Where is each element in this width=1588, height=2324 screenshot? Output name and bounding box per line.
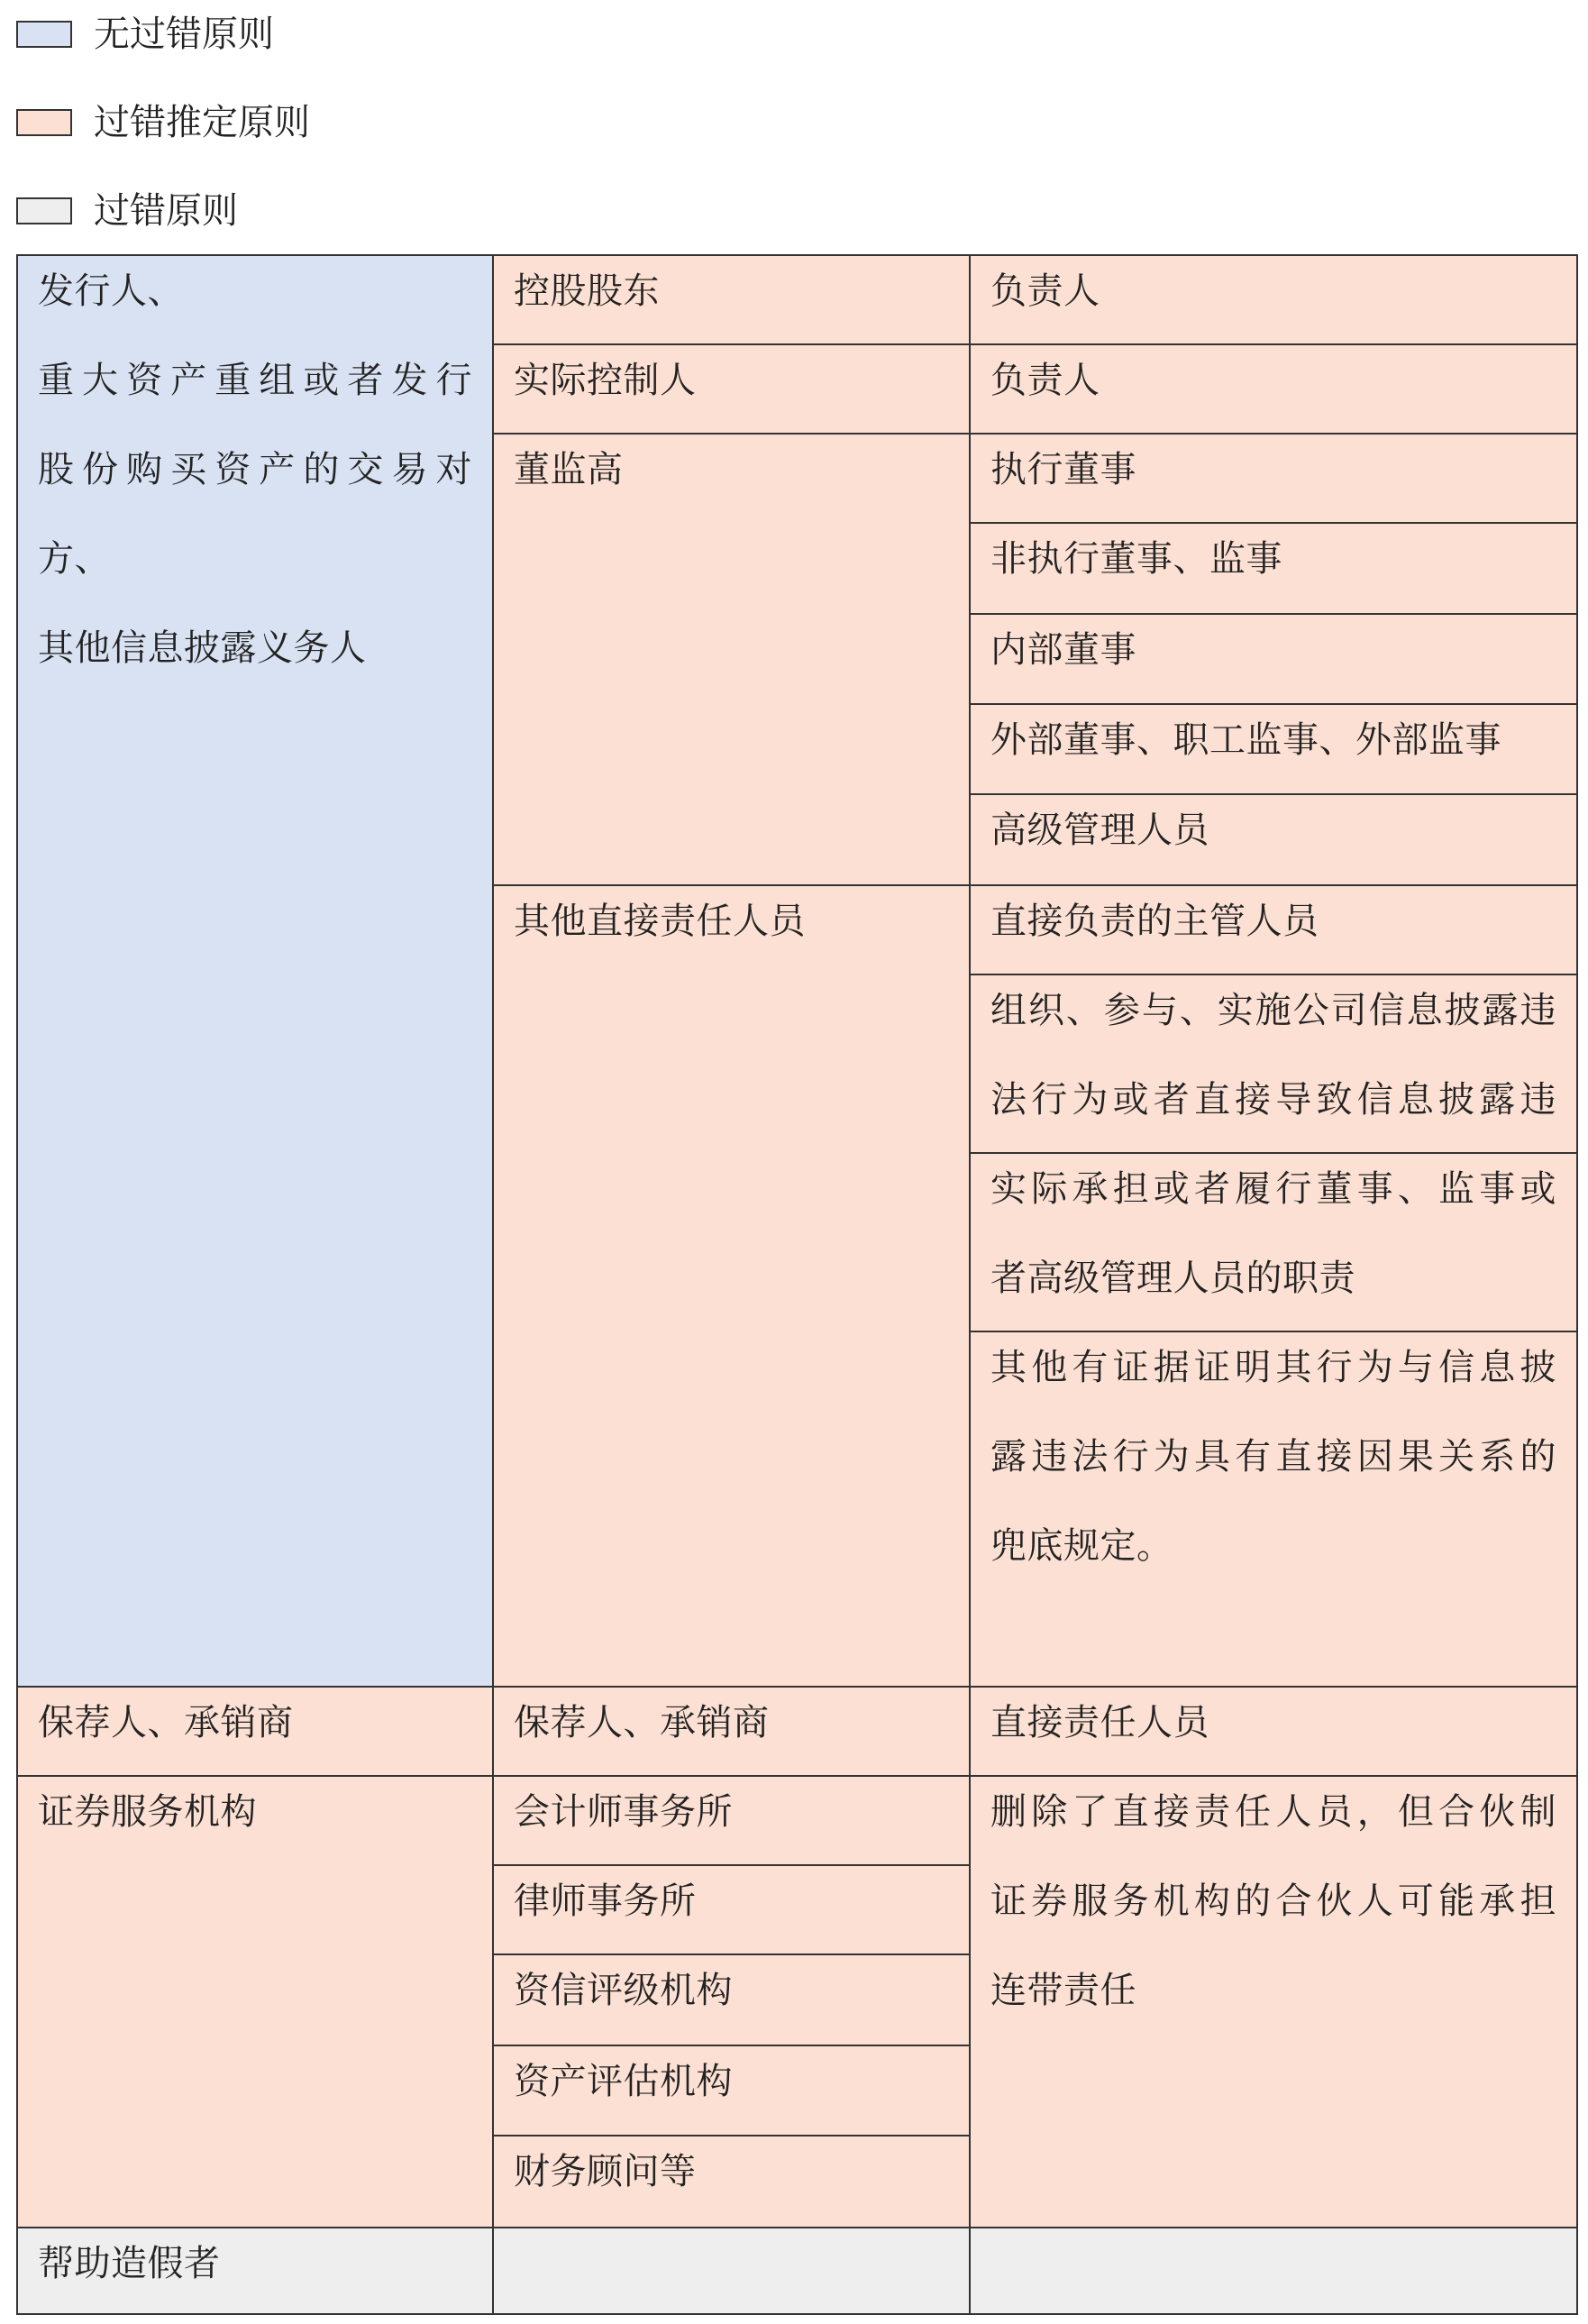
legend-swatch-no-fault — [16, 21, 72, 48]
cell-actual-controller-resp — [969, 343, 1578, 435]
directors-label: 董监高 — [514, 449, 624, 490]
issuer-line: 发行人、 — [38, 270, 184, 312]
cell-helper — [16, 2227, 494, 2315]
cell-director-item — [969, 522, 1578, 615]
cell-director-item — [969, 703, 1578, 795]
cell-helper-sub — [492, 2227, 971, 2315]
legend-item-fault — [16, 184, 238, 238]
service-item-label: 资信评级机构 — [514, 1970, 733, 2011]
service-resp-line: 删除了直接责任人员，但合伙制 — [990, 1791, 1556, 1833]
service-resp-line: 连带责任 — [990, 1970, 1136, 2011]
cell-other-direct-item — [969, 1331, 1578, 1688]
cell-service-item — [492, 1864, 971, 1955]
legend-swatch-fault — [16, 197, 72, 224]
service-item-label: 律师事务所 — [514, 1880, 697, 1922]
cell-sponsor-resp — [969, 1686, 1578, 1777]
other-direct-label: 其他直接责任人员 — [514, 901, 806, 942]
other-direct-item-line: 者高级管理人员的职责 — [990, 1258, 1355, 1299]
other-direct-item-line: 组织、参与、实施公司信息披露违 — [990, 990, 1556, 1031]
service-resp-line: 证券服务机构的合伙人可能承担 — [990, 1880, 1556, 1922]
cell-helper-resp — [969, 2227, 1578, 2315]
cell-service-item — [492, 1953, 971, 2046]
director-item-label: 高级管理人员 — [990, 810, 1209, 851]
responsible-person-label: 负责人 — [990, 360, 1100, 401]
legend-swatch-presumed-fault — [16, 109, 72, 136]
actual-controller-label: 实际控制人 — [514, 360, 697, 401]
cell-controlling-shareholder — [492, 254, 971, 345]
legend-label: 过错推定原则 — [94, 102, 310, 143]
cell-other-direct — [492, 884, 971, 1688]
issuer-line: 方、 — [38, 538, 111, 580]
controlling-shareholder-label: 控股股东 — [514, 270, 660, 312]
cell-other-direct-item — [969, 884, 1578, 975]
cell-director-item — [969, 613, 1578, 705]
director-item-label: 外部董事、职工监事、外部监事 — [990, 719, 1501, 761]
other-direct-item-line: 兜底规定。 — [990, 1525, 1173, 1567]
cell-service-item — [492, 2135, 971, 2228]
issuer-line: 股份购买资产的交易对 — [38, 449, 472, 490]
service-label: 证券服务机构 — [38, 1791, 257, 1833]
helper-label: 帮助造假者 — [38, 2243, 221, 2284]
responsible-person-label: 负责人 — [990, 270, 1100, 312]
director-item-label: 内部董事 — [990, 629, 1136, 671]
service-item-label: 会计师事务所 — [514, 1791, 733, 1833]
issuer-line: 其他信息披露义务人 — [38, 627, 367, 669]
cell-actual-controller — [492, 343, 971, 435]
cell-controlling-shareholder-resp — [969, 254, 1578, 345]
cell-director-item — [969, 793, 1578, 886]
cell-sponsor — [16, 1686, 494, 1777]
cell-issuer-group — [16, 254, 494, 1688]
legend-label: 无过错原则 — [94, 14, 274, 55]
cell-other-direct-item — [969, 1152, 1578, 1332]
legend-item-presumed-fault — [16, 96, 310, 150]
cell-service-item — [492, 2045, 971, 2136]
liability-table — [16, 254, 1578, 2315]
sponsor-sub-label: 保荐人、承销商 — [514, 1702, 770, 1743]
legend-item-no-fault — [16, 7, 274, 61]
sponsor-resp-label: 直接责任人员 — [990, 1702, 1209, 1743]
legend-label: 过错原则 — [94, 190, 238, 232]
other-direct-item-line: 实际承担或者履行董事、监事或 — [990, 1168, 1556, 1210]
cell-director-item — [969, 433, 1578, 524]
cell-directors — [492, 433, 971, 886]
other-direct-item-line: 其他有证据证明其行为与信息披 — [990, 1347, 1556, 1388]
other-direct-item-line: 露违法行为具有直接因果关系的 — [990, 1436, 1556, 1478]
director-item-label: 执行董事 — [990, 449, 1136, 490]
director-item-label: 非执行董事、监事 — [990, 538, 1282, 580]
cell-service-item — [492, 1775, 971, 1866]
other-direct-item-line: 直接负责的主管人员 — [990, 901, 1319, 942]
cell-other-direct-item — [969, 974, 1578, 1154]
issuer-line: 重大资产重组或者发行 — [38, 360, 472, 401]
cell-service-resp — [969, 1775, 1578, 2228]
cell-sponsor-sub — [492, 1686, 971, 1777]
service-item-label: 财务顾问等 — [514, 2151, 697, 2192]
sponsor-label: 保荐人、承销商 — [38, 1702, 294, 1743]
cell-service-institutions — [16, 1775, 494, 2228]
other-direct-item-line: 法行为或者直接导致信息披露违 — [990, 1079, 1556, 1121]
service-item-label: 资产评估机构 — [514, 2061, 733, 2102]
